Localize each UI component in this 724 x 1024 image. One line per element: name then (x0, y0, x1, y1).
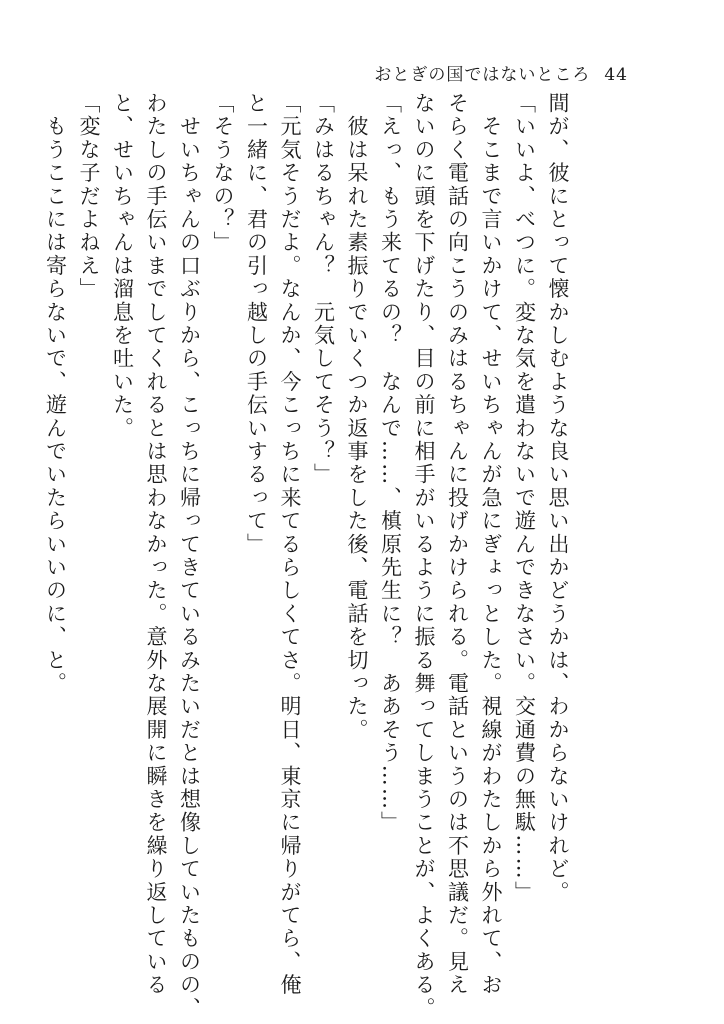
text-line: と、せいちゃんは溜息を吐いた。 (110, 92, 135, 440)
text-line: 間が、彼にとって懐かしむような良い思い出かどうかは、わからないけれど。 (546, 92, 570, 904)
text-line: ないのに頭を下げたり、目の前に相手がいるように振る舞ってしまうことが、よくある。 (412, 92, 436, 1020)
text-line: 「えっ、もう来てるの？ なんで……、槙原先生に？ ああそう……」 (378, 92, 403, 835)
running-header (374, 60, 628, 85)
text-line: 「そうなの？」 (211, 92, 235, 255)
text-line: もうここには寄らないで、遊んでいたらいいのに、と。 (43, 92, 68, 696)
vertical-body-text (43, 92, 574, 1020)
text-line: 「いいよ、べつに。変な気を遣わないで遊んできなさい。交通費の無駄……」 (512, 92, 537, 904)
text-line: 「変な子だよねえ」 (77, 92, 101, 301)
header-title: おとぎの国ではないところ (374, 65, 591, 85)
text-line: と一緒に、君の引っ越しの手伝いするって」 (244, 92, 269, 556)
text-line: 「元気そうだよ。なんか、今こっちに来てるらしくてさ。明日、東京に帰りがてら、俺 (278, 92, 302, 997)
text-line: 彼は呆れた素振りでいくつか返事をした後、電話を切った。 (345, 92, 369, 742)
text-line: わたしの手伝いまでしてくれるとは思わなかった。意外な展開に瞬きを繰り返している (144, 92, 168, 997)
page-number: 44 (604, 65, 628, 85)
text-line: そらく電話の向こうのみはるちゃんに投げかけられる。電話というのは不思議だ。見え (445, 92, 470, 997)
text-line: せいちゃんの口ぶりから、こっちに帰ってきているみたいだとは想像していたものの、 (177, 92, 202, 1020)
text-line: 「みはるちゃん？ 元気してそう？」 (311, 92, 336, 487)
text-line: そこまで言いかけて、せいちゃんが急にぎょっとした。視線がわたしから外れて、お (479, 92, 503, 997)
